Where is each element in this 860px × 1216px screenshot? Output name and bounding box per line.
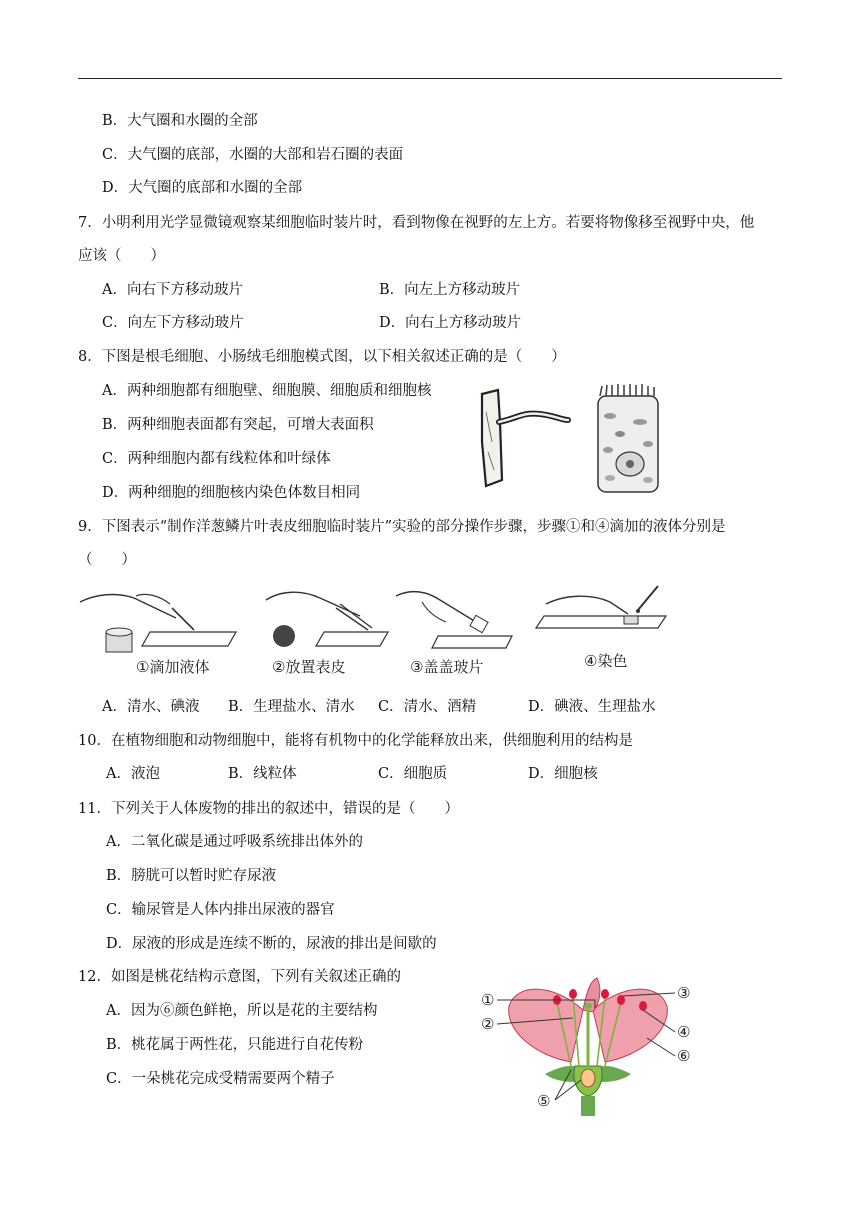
step3-image	[396, 592, 512, 648]
q7-option-c: C．向左下方移动玻片	[102, 315, 244, 331]
q9-stem-line2: （ ）	[78, 552, 136, 568]
q11-option-a: A．二氧化碳是通过呼吸系统排出体外的	[106, 834, 363, 850]
q8-option-a: A．两种细胞都有细胞壁、细胞膜、细胞质和细胞核	[102, 383, 432, 399]
step1-image	[80, 594, 236, 652]
q6-option-c: C．大气圈的底部，水圈的大部和岩石圈的表面	[102, 147, 404, 163]
q8-stem: 8．下图是根毛细胞、小肠绒毛细胞模式图，以下相关叙述正确的是（ ）	[78, 349, 566, 365]
q7-stem-line1: 7．小明利用光学显微镜观察某细胞临时装片时，看到物像在视野的左上方。若要将物像移至视野中央，他	[78, 215, 755, 231]
q10-option-d: D．细胞核	[528, 766, 598, 782]
q11-option-b: B．膀胱可以暂时贮存尿液	[106, 868, 277, 884]
q9-steps-figure	[76, 578, 676, 678]
header-rule	[78, 78, 782, 79]
q10-option-a: A．液泡	[106, 766, 160, 782]
q10-option-b: B．线粒体	[228, 766, 297, 782]
q10-option-c: C．细胞质	[378, 766, 448, 782]
label-5: ⑤	[537, 1092, 551, 1110]
q11-option-d: D．尿液的形成是连续不断的，尿液的排出是间歇的	[106, 936, 437, 952]
root-hair-cell-image	[482, 390, 568, 486]
q11-stem: 11．下列关于人体废物的排出的叙述中，错误的是（ ）	[78, 801, 459, 817]
q9-option-b: B．生理盐水、清水	[228, 699, 355, 715]
q12-flower-figure	[475, 970, 700, 1120]
q12-option-c: C．一朵桃花完成受精需要两个精子	[106, 1071, 335, 1087]
q6-option-d: D．大气圈的底部和水圈的全部	[102, 180, 303, 196]
step4-image	[536, 586, 666, 628]
q7-option-d: D．向右上方移动玻片	[379, 315, 522, 331]
q7-option-a: A．向右下方移动玻片	[102, 282, 243, 298]
step4-caption: ④染色	[584, 652, 628, 670]
label-4: ④	[677, 1023, 691, 1041]
q12-option-a: A．因为⑥颜色鲜艳，所以是花的主要结构	[106, 1003, 378, 1019]
label-6: ⑥	[677, 1047, 691, 1065]
q9-option-a: A．清水、碘液	[102, 699, 200, 715]
label-2: ②	[481, 1015, 495, 1033]
flower-image	[509, 978, 668, 1116]
step2-caption: ②放置表皮	[272, 658, 346, 676]
q10-stem: 10．在植物细胞和动物细胞中，能将有机物中的化学能释放出来，供细胞利用的结构是	[78, 733, 633, 749]
q8-option-c: C．两种细胞内都有线粒体和叶绿体	[102, 451, 331, 467]
step3-caption: ③盖盖玻片	[410, 658, 484, 676]
q9-option-c: C．清水、酒精	[378, 699, 477, 715]
q12-stem: 12．如图是桃花结构示意图，下列有关叙述正确的	[78, 969, 401, 985]
q9-option-d: D．碘液、生理盐水	[528, 699, 656, 715]
intestinal-cell-image	[598, 384, 658, 492]
q12-option-b: B．桃花属于两性花，只能进行自花传粉	[106, 1037, 364, 1053]
q7-option-b: B．向左上方移动玻片	[379, 282, 521, 298]
q8-option-b: B．两种细胞表面都有突起，可增大表面积	[102, 417, 374, 433]
label-1: ①	[481, 991, 495, 1009]
q8-cell-figure	[470, 382, 670, 497]
q7-stem-line2: 应该（ ）	[78, 248, 165, 264]
step2-image	[266, 592, 388, 647]
label-3: ③	[677, 984, 691, 1002]
q8-option-d: D．两种细胞的细胞核内染色体数目相同	[102, 485, 361, 501]
q9-stem-line1: 9．下图表示“制作洋葱鳞片叶表皮细胞临时装片”实验的部分操作步骤，步骤①和④滴加的液体分别是	[78, 519, 726, 535]
q11-option-c: C．输尿管是人体内排出尿液的器官	[106, 902, 335, 918]
q6-option-b: B．大气圈和水圈的全部	[102, 113, 258, 129]
step1-caption: ①滴加液体	[136, 658, 210, 676]
